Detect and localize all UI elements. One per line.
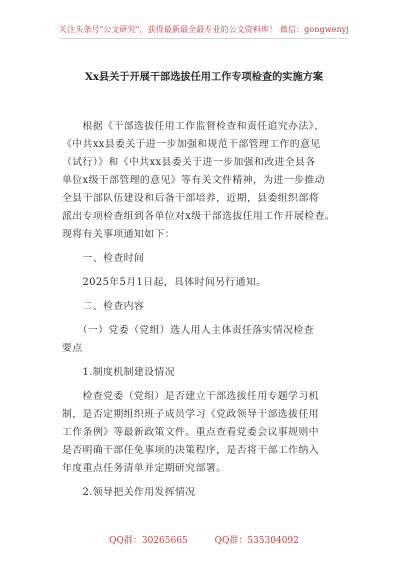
subsection-heading: 要点 — [62, 343, 83, 354]
body-line: 现将有关事项通知如下： — [62, 229, 176, 240]
body-line: 派出专项检查组到各单位对x级干部选拔任用工作开展检查。 — [62, 211, 336, 222]
qq-footer — [0, 533, 408, 546]
body-line: （试行）》和《中共xx县委关于进一步加强和改进全县各 — [62, 157, 316, 168]
subsection-heading: （一）党委（党组）选人用人主体责任落实情况检查 — [62, 325, 314, 336]
qq-group-2: QQ群：535304092 — [214, 536, 299, 546]
body-line: 是否明确干部任免事项的决策程序，是否将干部工作纳入 — [62, 445, 319, 456]
body-line: 单位x级干部管理的意见》等有关文件精神，为进一步推动 — [62, 175, 325, 186]
item-heading: 1.制度机制建设情况 — [62, 367, 175, 378]
body-line: 全县干部队伍建设和后备干部培养，近期，县委组织部将 — [62, 193, 319, 204]
item-heading: 2.领导把关作用发挥情况 — [62, 487, 196, 498]
section-heading: 一、检查时间 — [62, 253, 145, 264]
promo-header: 关注头条号"公文研究"，获得最新最全最专业的公文资料库！ 微信：gongwenyj — [59, 25, 349, 34]
body-line: 检查党委（党组）是否建立干部选拔任用专题学习机 — [62, 391, 319, 402]
body-line: 制，是否定期组织班子成员学习《党政领导干部选拔任用 — [62, 409, 319, 420]
section-heading: 二、检查内容 — [62, 301, 145, 312]
body-line: 《中共xx县委关于进一步加强和规范干部管理工作的意见 — [62, 139, 321, 150]
body-line: 根据《干部选拔任用工作监督检查和责任追究办法》、 — [62, 121, 325, 132]
document-title: Xx县关于开展干部选拔任用工作专项检查的实施方案 — [84, 71, 324, 83]
body-line: 工作条例》等最新政策文件。重点查看党委会议事规则中 — [62, 427, 319, 438]
body-line: 2025年5月1日起，具体时间另行通知。 — [62, 277, 267, 288]
body-line: 年度重点任务清单并定期研究部署。 — [62, 463, 227, 474]
header-divider — [60, 38, 348, 39]
qq-group-1: QQ群：30265665 — [109, 536, 188, 546]
